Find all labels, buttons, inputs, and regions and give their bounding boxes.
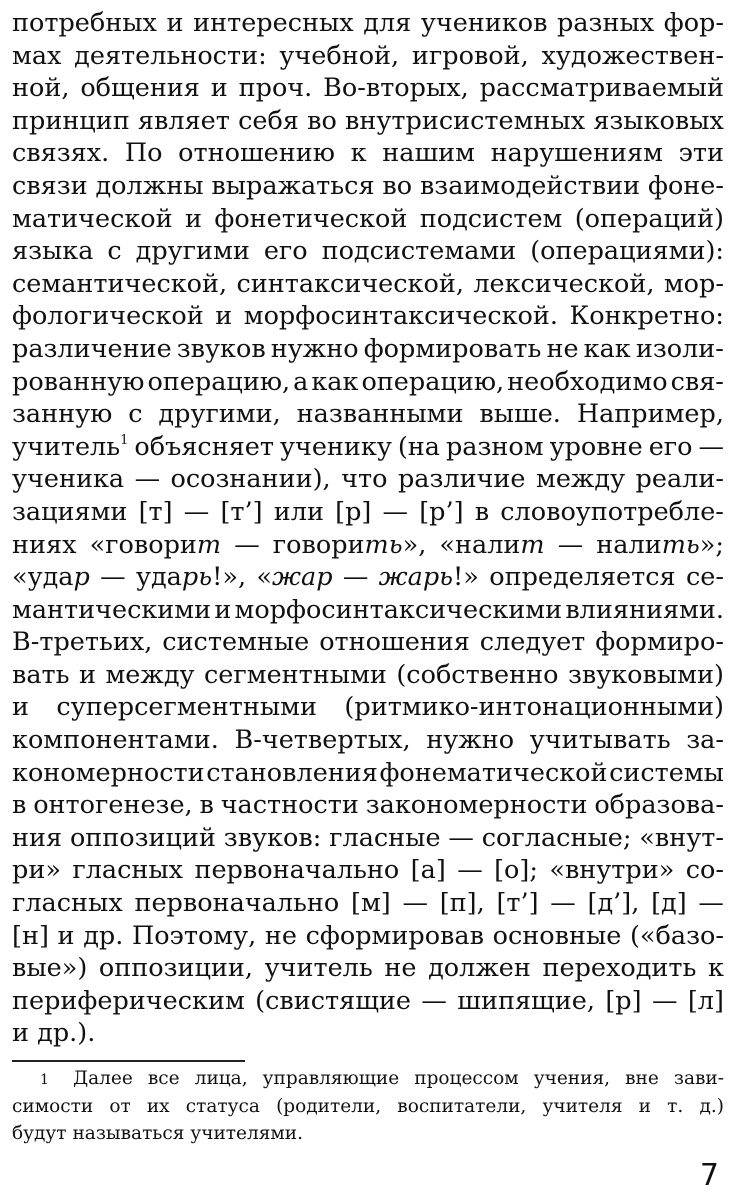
word: и bbox=[185, 203, 203, 234]
word: художествен- bbox=[541, 40, 724, 71]
word: во bbox=[307, 105, 337, 136]
word: отношению bbox=[178, 138, 335, 169]
word: морфосинтаксической. bbox=[243, 301, 558, 332]
word: переходить bbox=[542, 953, 697, 984]
word: являет bbox=[137, 105, 230, 136]
word: и bbox=[166, 8, 184, 38]
word: др.). bbox=[37, 1018, 96, 1049]
word: статуса bbox=[185, 1095, 260, 1117]
word: не bbox=[546, 333, 579, 364]
word: д.) bbox=[699, 1095, 724, 1117]
word: оппозиции, bbox=[98, 953, 254, 984]
text-line bbox=[12, 823, 724, 856]
word: — bbox=[342, 562, 369, 593]
word: от bbox=[109, 1095, 131, 1117]
word: и bbox=[214, 594, 232, 625]
word: называться bbox=[72, 1123, 185, 1144]
word: закономерности bbox=[365, 790, 588, 821]
word: проч. bbox=[238, 73, 313, 104]
word: [т’] bbox=[220, 496, 263, 527]
word: — bbox=[698, 888, 724, 919]
text-line bbox=[12, 986, 724, 1019]
text-line bbox=[12, 432, 724, 465]
word: как bbox=[311, 366, 359, 397]
word: — bbox=[183, 496, 210, 527]
word: ри» bbox=[12, 855, 61, 886]
word: [н] bbox=[12, 920, 49, 951]
footnote-ref: 1 bbox=[120, 432, 129, 448]
word: ния bbox=[12, 822, 63, 853]
word: кономерности bbox=[12, 757, 205, 788]
word: учитывать bbox=[529, 725, 671, 756]
text-line bbox=[12, 1068, 724, 1096]
word: и bbox=[215, 301, 233, 332]
word: первоначально bbox=[194, 855, 400, 886]
word: не bbox=[264, 920, 297, 951]
word: формировать bbox=[363, 333, 542, 364]
word: другими, bbox=[158, 399, 281, 430]
text-line bbox=[12, 367, 724, 400]
page-number: 7 bbox=[699, 1158, 719, 1193]
word: и bbox=[210, 73, 228, 104]
word: «внут- bbox=[639, 822, 724, 853]
text-line bbox=[12, 562, 724, 595]
word: игровой, bbox=[411, 40, 529, 71]
word: — bbox=[234, 529, 260, 560]
text-line bbox=[12, 758, 724, 791]
word: «налит bbox=[439, 529, 545, 560]
text-line bbox=[12, 595, 724, 628]
word: гласные bbox=[329, 822, 441, 853]
word: занную bbox=[12, 399, 113, 430]
word: учитель$^1$ bbox=[12, 431, 129, 462]
word: разных bbox=[557, 8, 655, 38]
word: реали- bbox=[635, 464, 724, 495]
word: лексической, bbox=[473, 268, 655, 299]
word: «жар bbox=[256, 562, 333, 593]
word: с bbox=[128, 399, 143, 430]
word: и bbox=[79, 659, 97, 690]
text-line bbox=[12, 464, 724, 497]
word: — bbox=[698, 431, 724, 462]
word: согласные; bbox=[481, 822, 632, 853]
word: мах bbox=[12, 40, 62, 71]
word: и bbox=[57, 920, 75, 951]
word: По bbox=[124, 138, 163, 169]
word: — bbox=[448, 822, 474, 853]
word: определяется bbox=[489, 562, 676, 593]
word: в bbox=[199, 790, 214, 821]
word: «удар bbox=[12, 562, 90, 593]
word: периферическим bbox=[12, 985, 245, 1016]
word: влияниями. bbox=[565, 594, 724, 625]
word: онтогенезе, bbox=[33, 790, 193, 821]
word: компонентами. bbox=[12, 725, 219, 756]
word: — bbox=[382, 496, 409, 527]
word: следует bbox=[479, 627, 586, 658]
word: ной, bbox=[12, 73, 70, 104]
word: системные bbox=[162, 627, 310, 658]
word: выше. bbox=[479, 399, 561, 430]
word: Например, bbox=[576, 399, 724, 430]
word: [л] bbox=[687, 985, 724, 1016]
word: вые») bbox=[12, 953, 88, 984]
text-line bbox=[12, 1096, 724, 1124]
text-line bbox=[12, 171, 724, 204]
word: звуков bbox=[176, 333, 266, 364]
word: се- bbox=[685, 562, 724, 593]
text-line bbox=[12, 399, 724, 432]
word: различение bbox=[12, 333, 172, 364]
word: суперсегментными bbox=[56, 692, 317, 723]
word: — bbox=[557, 529, 584, 560]
word: др. bbox=[83, 920, 124, 951]
footnote bbox=[12, 1068, 724, 1151]
word: [т’] bbox=[496, 888, 539, 919]
word: рассматриваемый bbox=[479, 73, 724, 104]
text-line bbox=[12, 725, 724, 758]
word: другими bbox=[135, 236, 250, 267]
word: — bbox=[134, 464, 161, 495]
word: фонетической bbox=[214, 203, 408, 234]
word: сегментными bbox=[204, 659, 387, 690]
word: и bbox=[638, 1095, 652, 1117]
word: словоупотребле- bbox=[500, 496, 724, 527]
word: общения bbox=[80, 73, 200, 104]
word: [т] bbox=[138, 496, 173, 527]
word: между bbox=[105, 659, 195, 690]
word: уровне bbox=[549, 431, 643, 462]
text-line bbox=[12, 269, 724, 302]
word: основные bbox=[492, 920, 622, 951]
word: с bbox=[107, 236, 122, 267]
word: операцию, bbox=[147, 366, 291, 397]
word: их bbox=[146, 1095, 170, 1117]
word: звуков: bbox=[223, 822, 322, 853]
word: себя bbox=[238, 105, 299, 136]
text-line bbox=[12, 497, 724, 530]
word: а bbox=[293, 366, 309, 397]
word: «говорит bbox=[89, 529, 222, 560]
text-line bbox=[12, 236, 724, 269]
word: системы bbox=[609, 757, 724, 788]
word: ниях bbox=[12, 529, 77, 560]
text-line bbox=[12, 1123, 724, 1151]
text-line bbox=[12, 334, 724, 367]
word: отношения bbox=[319, 627, 470, 658]
text-line bbox=[12, 692, 724, 725]
word: мантическими bbox=[12, 594, 212, 625]
word: взаимодействии bbox=[419, 170, 641, 201]
word: все bbox=[147, 1068, 180, 1089]
word: не bbox=[384, 953, 417, 984]
word: вне bbox=[625, 1068, 659, 1089]
word: для bbox=[363, 8, 412, 38]
word: необходимо bbox=[507, 366, 668, 397]
word: [п], bbox=[439, 888, 485, 919]
word: «внутри» bbox=[549, 855, 675, 886]
word: различие bbox=[397, 464, 526, 495]
word: к bbox=[708, 953, 724, 984]
word: эти bbox=[678, 138, 724, 169]
word: становления bbox=[206, 757, 378, 788]
word: будут bbox=[12, 1123, 67, 1144]
word: В-третьих, bbox=[12, 627, 153, 658]
word: названными bbox=[296, 399, 464, 430]
word: или bbox=[273, 496, 324, 527]
word: нарушениям bbox=[490, 138, 663, 169]
word: разном bbox=[445, 431, 544, 462]
word: — bbox=[457, 855, 483, 886]
word: шипящие, bbox=[457, 985, 595, 1016]
word: как bbox=[583, 333, 631, 364]
word: осознании), bbox=[170, 464, 331, 495]
word: связи bbox=[12, 170, 88, 201]
word: нужно bbox=[270, 333, 359, 364]
word: — bbox=[402, 888, 428, 919]
text-line bbox=[12, 8, 724, 41]
footnote-divider bbox=[12, 1060, 245, 1062]
word: зави- bbox=[673, 1068, 724, 1089]
text-line bbox=[12, 73, 724, 106]
word: управляющие bbox=[262, 1068, 400, 1089]
word: [д] bbox=[651, 888, 687, 919]
word: гласных bbox=[72, 855, 184, 886]
text-line bbox=[12, 953, 724, 986]
text-line bbox=[12, 530, 724, 563]
word: подсистемами bbox=[321, 236, 517, 267]
word: фонематической bbox=[379, 757, 608, 788]
word: — bbox=[100, 562, 126, 593]
word: Конкретно: bbox=[569, 301, 724, 332]
word: во bbox=[382, 170, 413, 201]
word: деятельности: bbox=[74, 40, 267, 71]
word: матической bbox=[12, 203, 173, 234]
text-line bbox=[12, 204, 724, 237]
word: его bbox=[263, 236, 308, 267]
word: учения, bbox=[533, 1068, 611, 1089]
word: т. bbox=[667, 1095, 684, 1117]
word: лица, bbox=[194, 1068, 248, 1089]
text-line bbox=[12, 1018, 724, 1051]
word: учитель bbox=[264, 953, 373, 984]
word: фор- bbox=[663, 8, 724, 38]
word: свя- bbox=[670, 366, 724, 397]
word: ударь!», bbox=[135, 562, 247, 593]
word: [р] bbox=[605, 985, 642, 1016]
word: подсистем bbox=[419, 203, 563, 234]
word: языка bbox=[12, 236, 94, 267]
word: налить»; bbox=[596, 529, 724, 560]
main-paragraph bbox=[12, 8, 724, 1051]
word: (родители, bbox=[276, 1095, 382, 1117]
word: [д’], bbox=[587, 888, 640, 919]
text-line bbox=[12, 627, 724, 660]
word: симости bbox=[12, 1095, 94, 1117]
word: учеников bbox=[420, 8, 548, 38]
text-line bbox=[12, 138, 724, 171]
word: сформировав bbox=[305, 920, 484, 951]
word: нужно bbox=[426, 725, 515, 756]
word: морфосинтаксическими bbox=[234, 594, 563, 625]
word: («базо- bbox=[629, 920, 724, 951]
word: частности bbox=[220, 790, 359, 821]
text-line bbox=[12, 41, 724, 74]
word: ученику bbox=[279, 431, 392, 462]
word: первоначально bbox=[134, 888, 340, 919]
footnote-marker: 1 bbox=[40, 1072, 49, 1088]
word: [а] bbox=[410, 855, 446, 886]
word: (собственно bbox=[396, 659, 559, 690]
word: жарь!» bbox=[378, 562, 479, 593]
word: нашим bbox=[382, 138, 475, 169]
word: потребных bbox=[12, 8, 157, 38]
word: [р] bbox=[335, 496, 372, 527]
word: звуковыми) bbox=[567, 659, 724, 690]
text-line bbox=[12, 106, 724, 139]
word: зациями bbox=[12, 496, 128, 527]
word: Поэтому, bbox=[131, 920, 257, 951]
word: — bbox=[421, 985, 447, 1016]
word: воспитатели, bbox=[397, 1095, 527, 1117]
word: мор- bbox=[663, 268, 724, 299]
word: связях. bbox=[12, 138, 110, 169]
word: учебной, bbox=[279, 40, 400, 71]
word: В-четвертых, bbox=[234, 725, 411, 756]
word: синтаксической, bbox=[236, 268, 464, 299]
word: в bbox=[474, 496, 490, 527]
word: за- bbox=[686, 725, 724, 756]
word: [р’] bbox=[419, 496, 464, 527]
word: выражаться bbox=[211, 170, 375, 201]
word: и bbox=[12, 1018, 29, 1049]
text-line bbox=[12, 888, 724, 921]
word: (свистящие bbox=[255, 985, 412, 1016]
word: должны bbox=[95, 170, 204, 201]
word: и bbox=[12, 692, 29, 723]
text-line bbox=[12, 790, 724, 823]
word: фологической bbox=[12, 301, 204, 332]
word: изоли- bbox=[635, 333, 724, 364]
word: (операциями): bbox=[530, 236, 724, 267]
text-line bbox=[12, 855, 724, 888]
word: между bbox=[535, 464, 626, 495]
word: гласных bbox=[12, 888, 123, 919]
word: процессом bbox=[414, 1068, 519, 1089]
word: (на bbox=[397, 431, 440, 462]
word: должен bbox=[428, 953, 531, 984]
word: что bbox=[341, 464, 388, 495]
word: вать bbox=[12, 659, 70, 690]
text-line bbox=[12, 301, 724, 334]
word: ученика bbox=[12, 464, 125, 495]
word: фоне- bbox=[647, 170, 724, 201]
word: рованную bbox=[12, 366, 145, 397]
word: — bbox=[550, 888, 576, 919]
word: Далее bbox=[73, 1068, 133, 1089]
word: со- bbox=[685, 855, 724, 886]
word: в bbox=[12, 790, 27, 821]
word: [м] bbox=[351, 888, 391, 919]
text-line bbox=[12, 921, 724, 954]
word: семантической, bbox=[12, 268, 228, 299]
word: говорить», bbox=[272, 529, 427, 560]
word: (ритмико-интонационными) bbox=[344, 692, 724, 723]
word: (операций) bbox=[574, 203, 724, 234]
word: формиро- bbox=[595, 627, 724, 658]
word: Во-вторых, bbox=[323, 73, 469, 104]
word: объясняет bbox=[134, 431, 274, 462]
word: — bbox=[651, 985, 678, 1016]
word: учителя bbox=[542, 1095, 623, 1117]
text-line bbox=[12, 660, 724, 693]
word: принцип bbox=[12, 105, 130, 136]
word: языковых bbox=[593, 105, 724, 136]
word: операцию, bbox=[361, 366, 505, 397]
word: учителями. bbox=[190, 1123, 303, 1144]
word: интересных bbox=[193, 8, 354, 38]
word: [о]; bbox=[494, 855, 538, 886]
word: внутрисистемных bbox=[345, 105, 586, 136]
word: образова- bbox=[594, 790, 724, 821]
word: к bbox=[350, 138, 367, 169]
word: оппозиций bbox=[69, 822, 216, 853]
word: его bbox=[648, 431, 693, 462]
